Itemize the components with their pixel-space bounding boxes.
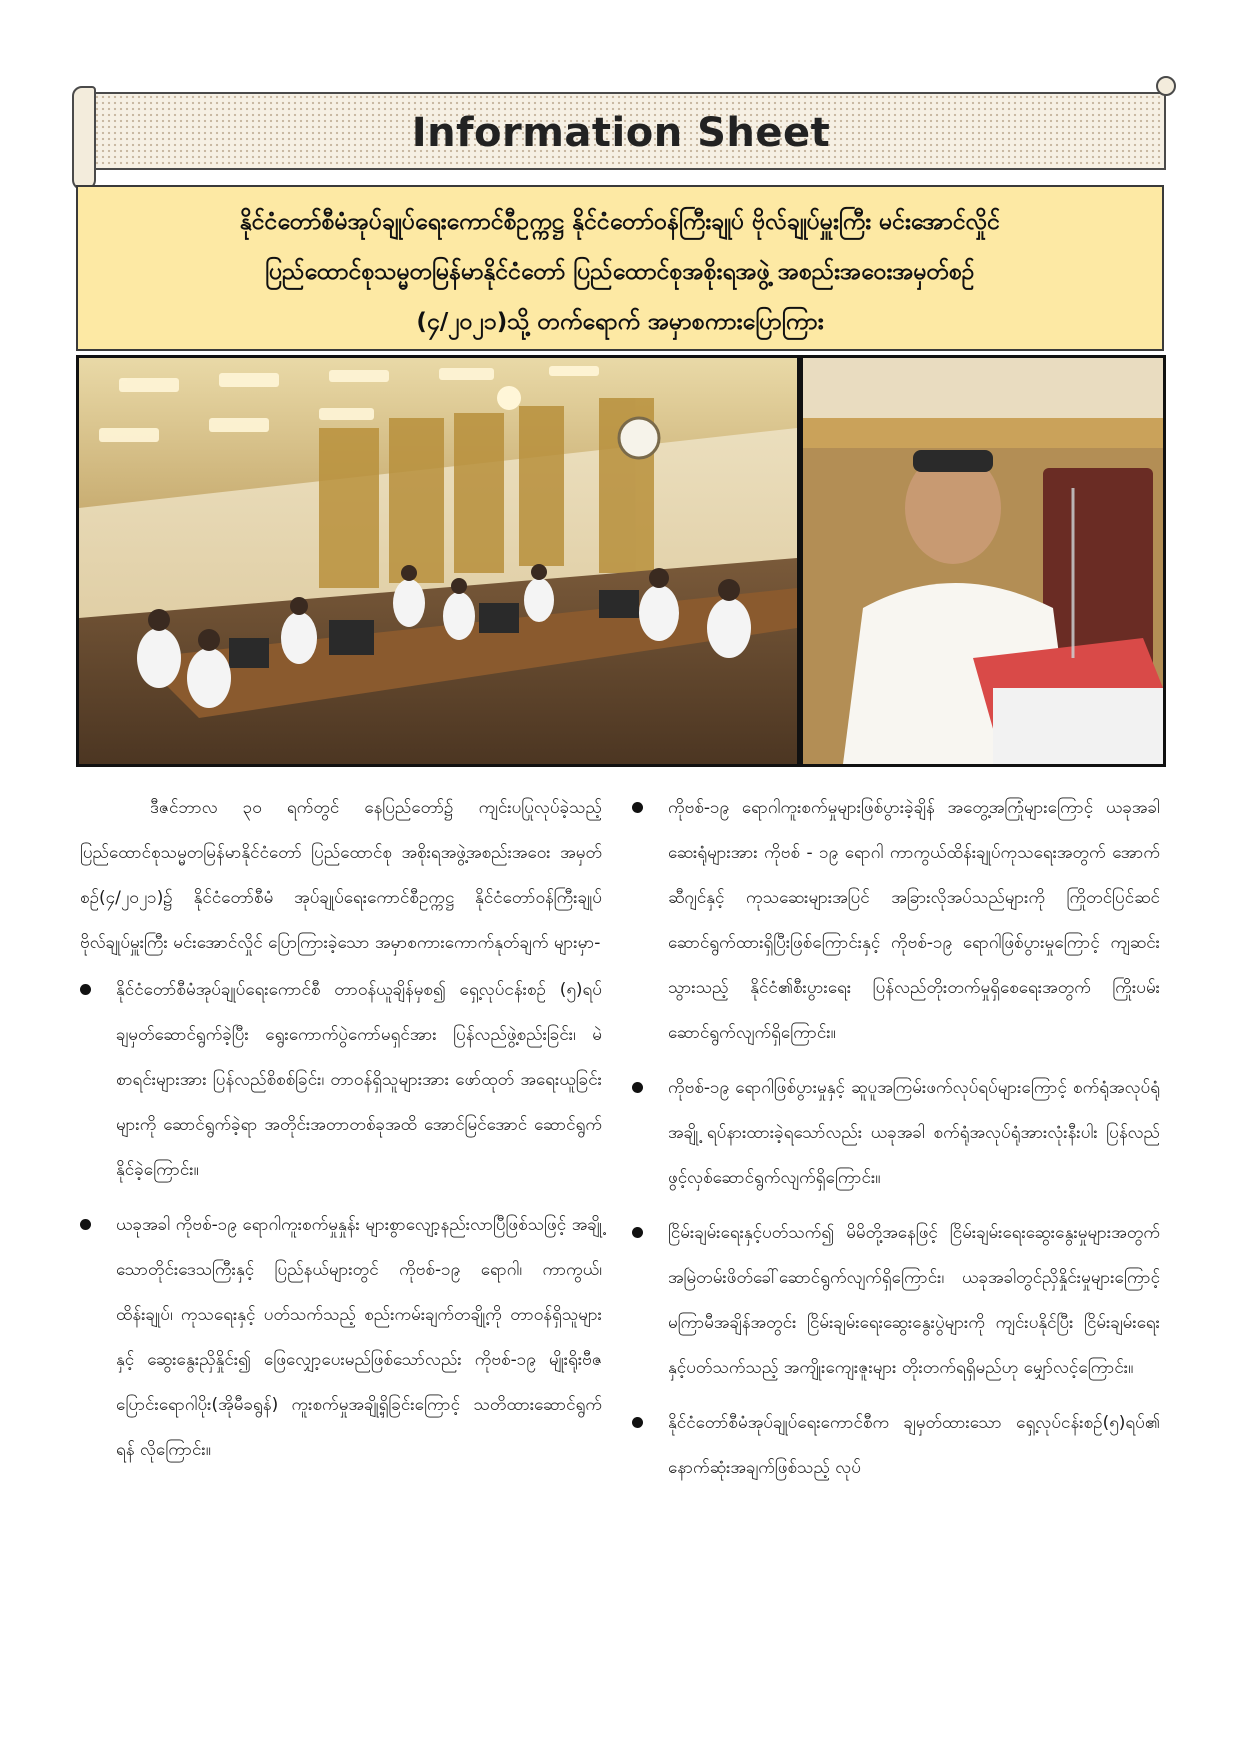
bullet-text: ကိုဗစ်-၁၉ ရောဂါကူးစက်မှုများဖြစ်ပွားခဲ့ချိန် အတွေ့အကြုံများကြောင့် ယခုအခါ ဆေးရုံများအား ကိုဗစ် - ၁၉ ရောဂါ ကာကွယ်ထိန်းချုပ်ကုသရေးအတွက် အောက်ဆီဂျင်နှင့် ကုသဆေးများအပြင် အခြားလိုအပ်သည်များကို ကြိုတင်ပြင်ဆင်ဆောင်ရွက်ထားရှိပြီးဖြစ်ကြောင်းနှင့် ကိုဗစ်-၁၉ ရောဂါဖြစ်ပွားမှုကြောင့် ကျဆင်းသွားသည့် နိုင်ငံ၏စီးပွားရေး ပြန်လည်တိုးတက်မှုရှိစေရေးအတွက် ကြိုးပမ်းဆောင်ရွက်လျက်ရှိကြောင်း။ (668, 798, 1160, 1043)
intro-paragraph: ဒီဇင်ဘာလ ၃၀ ရက်တွင် နေပြည်တော်၌ ကျင်းပပြုလုပ်ခဲ့သည့် ပြည်ထောင်စုသမ္မတမြန်မာနိုင်ငံတော် ပြည်ထောင်စု အစိုးရအဖွဲ့အစည်းအဝေး အမှတ်စဉ်(၄/၂၀၂၁)၌ နိုင်ငံတော်စီမံ အုပ်ချုပ်ရေးကောင်စီဥက္ကဋ္ဌ နိုင်ငံတော်ဝန်ကြီးချုပ် ဗိုလ်ချုပ်မှူးကြီး မင်းအောင်လှိုင် ပြောကြားခဲ့သော အမှာစကားကောက်နုတ်ချက် များမှာ- (80, 798, 602, 953)
bullet-item (632, 1211, 1160, 1391)
body-right-column (632, 786, 1160, 1501)
bullet-dot-icon (632, 802, 643, 813)
photo-strip (76, 355, 1166, 767)
headline-line-2: ပြည်ထောင်စုသမ္မတမြန်မာနိုင်ငံတော် ပြည်ထောင်စုအစိုးရအဖွဲ့ အစည်းအဝေးအမှတ်စဉ် (265, 259, 975, 285)
bullet-item (632, 786, 1160, 1056)
scroll-roll-right (1156, 76, 1176, 96)
bullet-dot-icon (80, 1219, 91, 1230)
bullet-item (632, 1401, 1160, 1491)
title-scroll-banner (72, 86, 1170, 180)
chairman-photo (803, 358, 1163, 764)
bullet-text: ယခုအခါ ကိုဗစ်-၁၉ ရောဂါကူးစက်မှုနှုန်း များစွာလျော့နည်းလာပြီဖြစ်သဖြင့် အချို့သောတိုင်းဒေသကြီးနှင့် ပြည်နယ်များတွင် ကိုဗစ်-၁၉ ရောဂါ၊ ကာကွယ်၊ ထိန်းချုပ်၊ ကုသရေးနှင့် ပတ်သက်သည့် စည်းကမ်းချက်တချို့ကို တာဝန်ရှိသူများနှင့် ဆွေးနွေးညှိနှိုင်း၍ ဖြေလျှော့ပေးမည်ဖြစ်သော်လည်း ကိုဗစ်-၁၉ မျိုးရိုးဗီဇ ပြောင်းရောဂါပိုး(အိုမီခရွန်) ကူးစက်မှုအချို့ရှိခြင်းကြောင့် သတိထားဆောင်ရွက်ရန် လိုကြောင်း။ (116, 1215, 602, 1460)
bullet-dot-icon (632, 1417, 643, 1428)
bullet-text: ငြိမ်းချမ်းရေးနှင့်ပတ်သက်၍ မိမိတို့အနေဖြင့် ငြိမ်းချမ်းရေးဆွေးနွေးမှုများအတွက် အမြဲတမ်းဖိတ်ခေါ်ဆောင်ရွက်လျက်ရှိကြောင်း၊ ယခုအခါတွင်ညှိနှိုင်းမှုများကြောင့် မကြာမီအချိန်အတွင်း ငြိမ်းချမ်းရေးဆွေးနွေးပွဲများကို ကျင်းပနိုင်ပြီး ငြိမ်းချမ်းရေးနှင့်ပတ်သက်သည့် အကျိုးကျေးဇူးများ တိုးတက်ရရှိမည်ဟု မျှော်လင့်ကြောင်း။ (668, 1223, 1160, 1378)
meeting-hall-illustration (79, 358, 797, 764)
headline-line-3: (၄/၂၀၂၁)သို့ တက်ရောက် အမှာစကားပြောကြား (416, 309, 824, 335)
page-title: Information Sheet (411, 110, 831, 156)
bullet-item (80, 1203, 602, 1473)
bullet-text: နိုင်ငံတော်စီမံအုပ်ချုပ်ရေးကောင်စီက ချမှတ်ထားသော ရှေ့လုပ်ငန်းစဉ်(၅)ရပ်၏ နောက်ဆုံးအချက်ဖြစ်သည့် လုပ် (668, 1413, 1160, 1478)
bullet-item (632, 1066, 1160, 1201)
chairman-illustration (803, 358, 1163, 764)
bullet-dot-icon (632, 1227, 643, 1238)
headline-line-1: နိုင်ငံတော်စီမံအုပ်ချုပ်ရေးကောင်စီဥက္ကဋ္ဌ နိုင်ငံတော်ဝန်ကြီးချုပ် ဗိုလ်ချုပ်မှူးကြီး မင်းအောင်လှိုင် (239, 209, 1001, 235)
bullet-dot-icon (632, 1082, 643, 1093)
meeting-hall-photo (79, 358, 797, 764)
body-left-column (80, 786, 602, 1483)
bullet-text: နိုင်ငံတော်စီမံအုပ်ချုပ်ရေးကောင်စီ တာဝန်ယူချိန်မှစ၍ ရှေ့လုပ်ငန်းစဉ် (၅)ရပ် ချမှတ်ဆောင်ရွက်ခဲ့ပြီး ရွေးကောက်ပွဲကော်မရှင်အား ပြန်လည်ဖွဲ့စည်းခြင်း၊ မဲစာရင်းများအား ပြန်လည်စိစစ်ခြင်း၊ တာဝန်ရှိသူများအား ဖော်ထုတ် အရေးယူခြင်းများကို ဆောင်ရွက်ခဲ့ရာ အတိုင်းအတာတစ်ခုအထိ အောင်မြင်အောင် ဆောင်ရွက်နိုင်ခဲ့ကြောင်း။ (116, 980, 602, 1180)
headline-box (76, 185, 1164, 351)
bullet-item (80, 968, 602, 1193)
bullet-text: ကိုဗစ်-၁၉ ရောဂါဖြစ်ပွားမှုနှင့် ဆူပူအကြမ်းဖက်လုပ်ရပ်များကြောင့် စက်ရုံအလုပ်ရုံအချို့ ရပ်နားထားခဲ့ရသော်လည်း ယခုအခါ စက်ရုံအလုပ်ရုံအားလုံးနီးပါး ပြန်လည်ဖွင့်လှစ်ဆောင်ရွက်လျက်ရှိကြောင်း။ (668, 1078, 1160, 1188)
bullet-dot-icon (80, 984, 91, 995)
